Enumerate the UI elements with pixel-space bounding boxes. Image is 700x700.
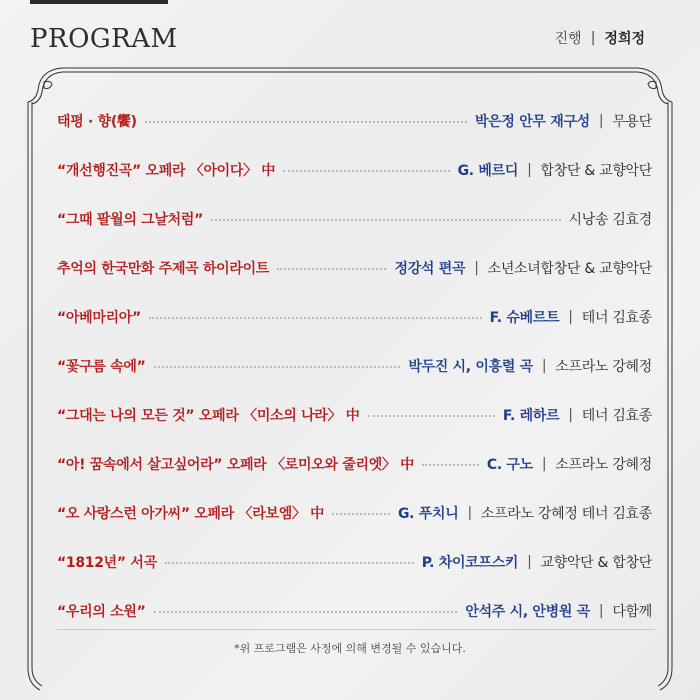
program-credit: G. 푸치니 [397,506,459,523]
credit-separator: | [527,161,532,178]
credit-separator: | [467,505,472,522]
dotted-leader [422,464,479,466]
program-title: “아베마리아” [57,309,141,326]
program-title: “꽃구름 속에” [57,359,146,376]
program-credit: C. 구노 [486,457,533,474]
program-title: “오 사랑스런 아가씨” 오페라 〈라보엠〉 中 [57,506,324,523]
credit-separator: | [474,259,479,276]
program-credits [398,503,652,523]
program-row [57,391,652,440]
program-credit: P. 차이코프스키 [421,555,519,572]
program-credits [465,601,652,621]
program-list [57,96,652,636]
program-row [57,96,652,145]
program-performer: 다함께 [612,604,652,621]
dotted-leader [154,611,458,613]
program-title: “1812년” 서곡 [57,555,157,572]
dotted-leader [149,317,482,319]
program-credits [503,405,652,425]
dotted-leader [145,121,467,123]
program-performer: 합창단 & 교향악단 [540,162,652,179]
program-title: “개선행진곡” 오페라 〈아이다〉 中 [57,162,276,179]
program-credits [487,454,652,474]
credit-separator: | [568,308,573,325]
host-separator: | [590,30,596,46]
program-performer: 무용단 [612,113,652,130]
program-row [57,145,652,194]
dotted-leader [332,513,390,515]
program-row [57,440,652,489]
program-credit: F. 슈베르트 [489,309,560,326]
footer-divider [57,629,655,630]
program-row [57,489,652,538]
program-credit: F. 레하르 [502,408,560,425]
dotted-leader [368,415,495,417]
program-performer: 소년소녀합창단 & 교향악단 [487,260,652,277]
program-credit: 정강석 편곡 [394,260,466,277]
program-title: “우리의 소원” [57,604,146,621]
dotted-leader [211,219,561,221]
program-credits [394,258,652,278]
program-performer: 테너 김효종 [581,408,652,425]
program-row [57,292,652,341]
program-credit: 안석주 시, 안병원 곡 [465,604,590,621]
program-credits [422,552,652,572]
program-row [57,538,652,587]
dotted-leader [165,562,414,564]
host-role: 진행 [554,31,582,47]
program-credits [408,356,652,376]
program-credit: 박두진 시, 이흥렬 곡 [408,359,533,376]
program-row [57,243,652,292]
program-title: “아! 꿈속에서 살고싶어라” 오페라 〈로미오와 줄리엣〉 中 [57,457,414,474]
credit-separator: | [527,554,532,571]
footer-note: *위 프로그램은 사정에 의해 변경될 수 있습니다. [234,642,466,655]
program-title: 추억의 한국만화 주제곡 하이라이트 [57,260,270,277]
dotted-leader [154,366,401,368]
program-performer: 소프라노 강혜정 테너 김효종 [480,506,652,523]
dotted-leader [277,268,386,270]
program-credit: G. 베르디 [457,162,519,179]
program-performer: 소프라노 강혜정 [555,359,652,376]
program-credits [458,160,652,180]
page-title: PROGRAM [30,24,178,54]
host-name: 정희정 [604,31,645,47]
program-row [57,341,652,390]
program-performer: 소프라노 강혜정 [555,457,652,474]
dotted-leader [283,170,450,172]
credit-separator: | [598,603,604,620]
program-title: “그때 팔월의 그날처럼” [57,211,203,228]
program-credit: 박은정 안무 재구성 [474,113,590,130]
program-credits [475,111,652,131]
program-performer: 교향악단 & 합창단 [540,555,652,572]
credit-separator: | [568,407,573,424]
program-title: “그대는 나의 모든 것” 오페라 〈미소의 나라〉 中 [57,408,360,425]
credit-separator: | [541,358,547,375]
program-performer: 시낭송 김효경 [568,211,652,228]
credit-separator: | [541,456,547,473]
program-credits [490,307,652,327]
credit-separator: | [598,112,604,129]
program-title: 태평 · 향(饗) [57,113,137,130]
program-row [57,194,652,243]
program-credits [569,209,653,229]
program-performer: 테너 김효종 [581,309,652,326]
